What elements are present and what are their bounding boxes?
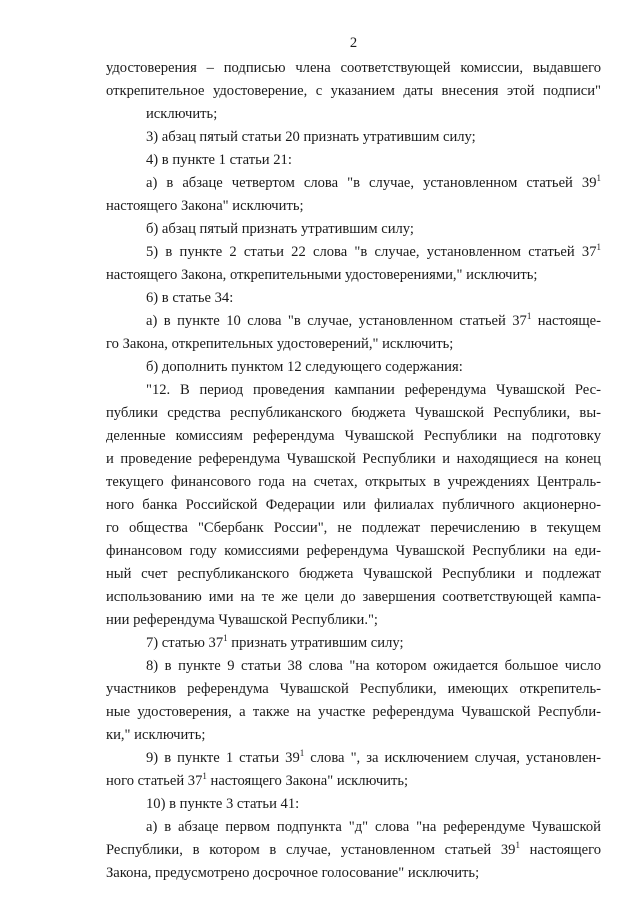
text-line: и проведение референдума Чувашской Республики и находящиеся на конец bbox=[106, 451, 601, 467]
paragraph-item-4a bbox=[106, 172, 601, 218]
superscript: 1 bbox=[596, 242, 601, 252]
page-number: 2 bbox=[349, 35, 358, 51]
text-run: признать утратившим силу; bbox=[227, 635, 404, 651]
text-line: использованию ими на те же цели до завершения соответствующей кампа- bbox=[106, 589, 601, 605]
text-line: го общества "Сбербанк России", не подлежат перечислению в текущем bbox=[106, 520, 601, 536]
text-line: настоящего Закона, открепительными удостоверениями," исключить; bbox=[106, 267, 538, 283]
paragraph-quoted-clause-12 bbox=[106, 379, 601, 632]
text-line: участников референдума Чувашской Республики, имеющих открепитель- bbox=[106, 681, 601, 697]
text-line: нии референдума Чувашской Республики."; bbox=[106, 612, 378, 628]
text-line: открепительное удостоверение, с указанием даты внесения этой подписи" bbox=[106, 83, 601, 99]
paragraph-item-3: 3) абзац пятый статьи 20 признать утратившим силу; bbox=[146, 129, 476, 145]
paragraph-item-4: 4) в пункте 1 статьи 21: bbox=[146, 152, 292, 168]
text-line: ки," исключить; bbox=[106, 727, 206, 743]
paragraph-item-10a bbox=[106, 816, 601, 885]
text-line: финансовом году комиссиями референдума Чувашской Республики на еди- bbox=[106, 543, 601, 559]
paragraph-item-6: 6) в статье 34: bbox=[146, 290, 234, 306]
text-run: 5) в пункте 2 статьи 22 слова "в случае, установленном статьей 37 bbox=[146, 244, 597, 260]
text-run: Республики, в котором в случае, установленном статьей 39 bbox=[106, 842, 516, 858]
superscript: 1 bbox=[299, 748, 305, 758]
text-run: ного статьей 37 bbox=[106, 773, 203, 789]
text-run: настоящего bbox=[519, 842, 601, 858]
paragraph-item-8 bbox=[106, 655, 601, 747]
text-line: ный счет республиканского бюджета Чувашской Республики и подлежат bbox=[106, 566, 601, 582]
text-line bbox=[106, 241, 601, 264]
text-line: деленные комиссиям референдума Чувашской Республики на подготовку bbox=[106, 428, 601, 444]
text-line: удостоверения – подписью члена соответствующей комиссии, выдавшего bbox=[106, 60, 601, 76]
text-line: ного банка Российской Федерации или филиалах публичного акционерно- bbox=[106, 497, 601, 513]
text-line: "12. В период проведения кампании референдума Чувашской Рес- bbox=[146, 382, 601, 398]
paragraph-item-7 bbox=[106, 632, 601, 655]
text-line bbox=[106, 310, 601, 333]
superscript: 1 bbox=[223, 633, 228, 643]
text-run: настоящего Закона" исключить; bbox=[206, 773, 409, 789]
text-line bbox=[106, 747, 601, 770]
text-line: Закона, предусмотрено досрочное голосование" исключить; bbox=[106, 865, 480, 881]
text-line: 8) в пункте 9 статьи 38 слова "на котором ожидается большое число bbox=[146, 658, 601, 674]
paragraph-item-10: 10) в пункте 3 статьи 41: bbox=[146, 796, 300, 812]
text-run: а) в абзаце четвертом слова "в случае, установленном статьей 39 bbox=[146, 175, 597, 191]
paragraph-item-6a bbox=[106, 310, 601, 356]
text-line: текущего финансового года на счетах, открытых в учреждениях Централь- bbox=[106, 474, 601, 490]
superscript: 1 bbox=[596, 173, 601, 183]
text-line: публики средства республиканского бюджета Чувашской Республики, вы- bbox=[106, 405, 601, 421]
text-run: слова ", за исключением случая, установлен- bbox=[304, 750, 601, 766]
superscript: 1 bbox=[526, 311, 532, 321]
paragraph-item-5 bbox=[106, 241, 601, 287]
text-run: 9) в пункте 1 статьи 39 bbox=[146, 750, 300, 766]
superscript: 1 bbox=[202, 771, 207, 781]
text-run: а) в пункте 10 слова "в случае, установленном статьей 37 bbox=[146, 313, 527, 329]
superscript: 1 bbox=[515, 840, 520, 850]
text-line: исключить; bbox=[146, 106, 218, 122]
text-run: настояще- bbox=[531, 313, 602, 329]
text-line bbox=[106, 839, 601, 862]
paragraph-continuation bbox=[106, 57, 601, 126]
text-line: ные удостоверения, а также на участке референдума Чувашской Республи- bbox=[106, 704, 601, 720]
paragraph-item-4b: б) абзац пятый признать утратившим силу; bbox=[146, 221, 414, 237]
text-line: настоящего Закона" исключить; bbox=[106, 198, 304, 214]
text-line bbox=[106, 172, 601, 195]
text-run: 7) статью 37 bbox=[146, 635, 224, 651]
text-line bbox=[106, 770, 601, 793]
paragraph-item-9 bbox=[106, 747, 601, 793]
text-line: го Закона, открепительных удостоверений," исключить; bbox=[106, 336, 454, 352]
paragraph-item-6b: б) дополнить пунктом 12 следующего содержания: bbox=[146, 359, 463, 375]
text-line: а) в абзаце первом подпункта "д" слова "на референдуме Чувашской bbox=[146, 819, 601, 835]
